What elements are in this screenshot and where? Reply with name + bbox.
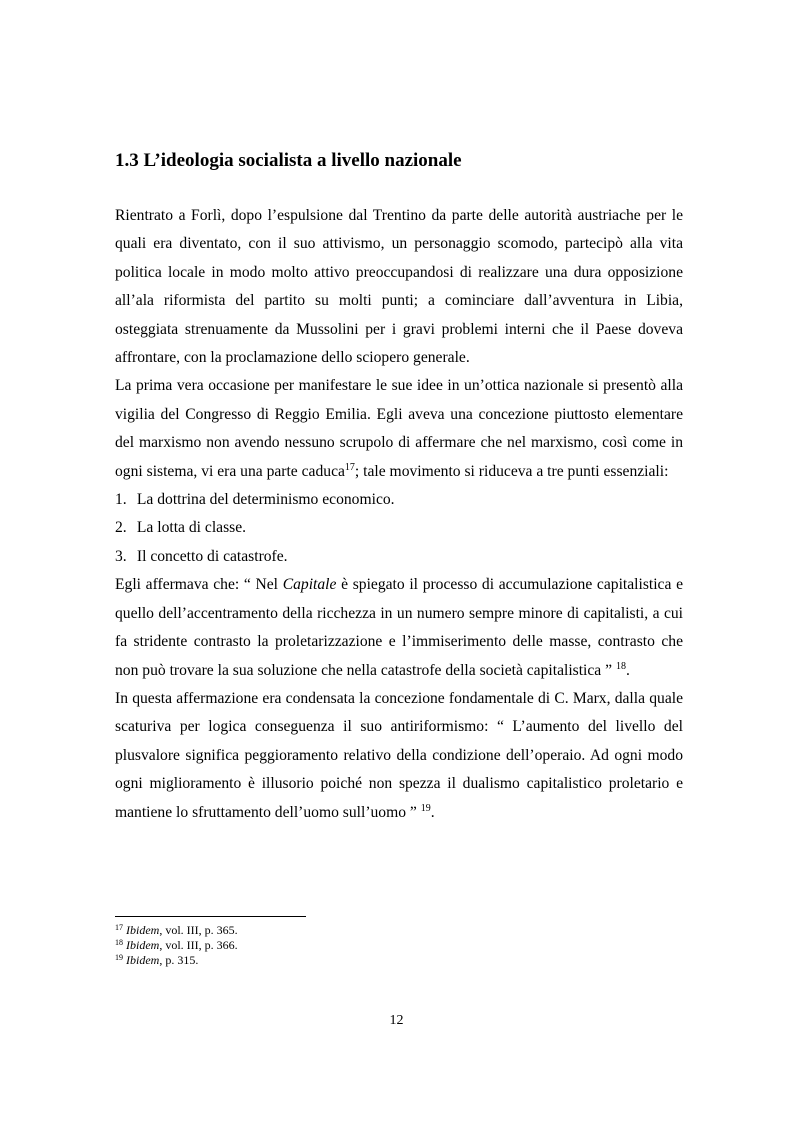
- list-item-number: 3.: [115, 547, 127, 565]
- footnote-ref-18: 18: [615, 660, 626, 672]
- essential-points-list: [115, 486, 683, 571]
- paragraph-2-text-end: ; tale movimento si riduceva a tre punti essenziali:: [354, 462, 669, 480]
- list-item-number: 1.: [115, 491, 127, 509]
- footnote-source: Ibidem: [126, 938, 160, 952]
- paragraph-3-text-middle: è spiegato il processo di accumulazione capitalistica e quello dell’accentramento della ricchezza in un numero sempre minore di capitalisti, a cui fa stridente contrasto la proletarizzazione e l’immiserimento delle masse, contrasto che non può trovare la sua soluzione che nella catastrofe della società capitalistica ”: [115, 576, 683, 679]
- footnotes: [115, 923, 683, 968]
- paragraph-4-text-end: .: [430, 803, 435, 821]
- list-item-number: 2.: [115, 519, 127, 537]
- footnote-divider: [115, 916, 306, 917]
- footnote-detail: , vol. III, p. 365.: [159, 923, 238, 937]
- footnote-detail: , vol. III, p. 366.: [159, 938, 238, 952]
- capitale-italic: Capitale: [282, 576, 337, 594]
- footnote-ref-19: 19: [420, 802, 431, 814]
- paragraph-4: [115, 685, 683, 827]
- footnote-source: Ibidem: [126, 953, 160, 967]
- list-item: [115, 543, 683, 571]
- footnote-detail: , p. 315.: [159, 953, 199, 967]
- list-item-text: La lotta di classe.: [136, 519, 247, 537]
- body-text: [115, 202, 683, 827]
- paragraph-2-text: La prima vera occasione per manifestare le sue idee in un’ottica nazionale si presentò alla vigilia del Congresso di Reggio Emilia. Egli aveva una concezione piuttosto elementare del marxismo non avendo nessuno scrupolo di affermare che nel marxismo, così come in ogni sistema, vi era una parte caduca: [115, 377, 683, 480]
- list-item-text: Il concetto di catastrofe.: [136, 547, 288, 565]
- footnote-ref-17: 17: [344, 461, 355, 473]
- footnote-number: 18: [115, 938, 123, 947]
- list-item: [115, 514, 683, 542]
- paragraph-1: Rientrato a Forlì, dopo l’espulsione dal Trentino da parte delle autorità austriache per le quali era diventato, con il suo attivismo, un personaggio scomodo, partecipò alla vita politica locale in modo molto attivo preoccupandosi di realizzare una dura opposizione all’ala riformista del partito su molti punti; a cominciare dall’avventura in Libia, osteggiata strenuamente da Mussolini per i gravi problemi interni che il Paese doveva affrontare, con la proclamazione dello sciopero generale.: [115, 207, 683, 367]
- page-number: 12: [389, 1013, 404, 1028]
- list-item: [115, 486, 683, 514]
- paragraph-3-text-end: .: [625, 661, 630, 679]
- paragraph-3-text: Egli affermava che: “ Nel: [115, 576, 283, 594]
- footnote-number: 17: [115, 923, 123, 932]
- footnote-17: [115, 923, 683, 938]
- footnote-18: [115, 938, 683, 953]
- list-item-text: La dottrina del determinismo economico.: [136, 491, 395, 509]
- paragraph-3: [115, 571, 683, 685]
- paragraph-2: [115, 372, 683, 486]
- footnote-number: 19: [115, 953, 123, 962]
- section-heading: 1.3 L’ideologia socialista a livello nazionale: [115, 150, 462, 171]
- footnote-source: Ibidem: [126, 923, 160, 937]
- footnote-19: [115, 953, 683, 968]
- paragraph-4-text: In questa affermazione era condensata la concezione fondamentale di C. Marx, dalla quale scaturiva per logica conseguenza il suo antiriformismo: “ L’aumento del livello del plusvalore significa peggioramento relativo della condizione dell’operaio. Ad ogni modo ogni miglioramento è illusorio poiché non spezza il dualismo capitalistico proletario e mantiene lo sfruttamento dell’uomo sull’uomo ”: [115, 689, 683, 821]
